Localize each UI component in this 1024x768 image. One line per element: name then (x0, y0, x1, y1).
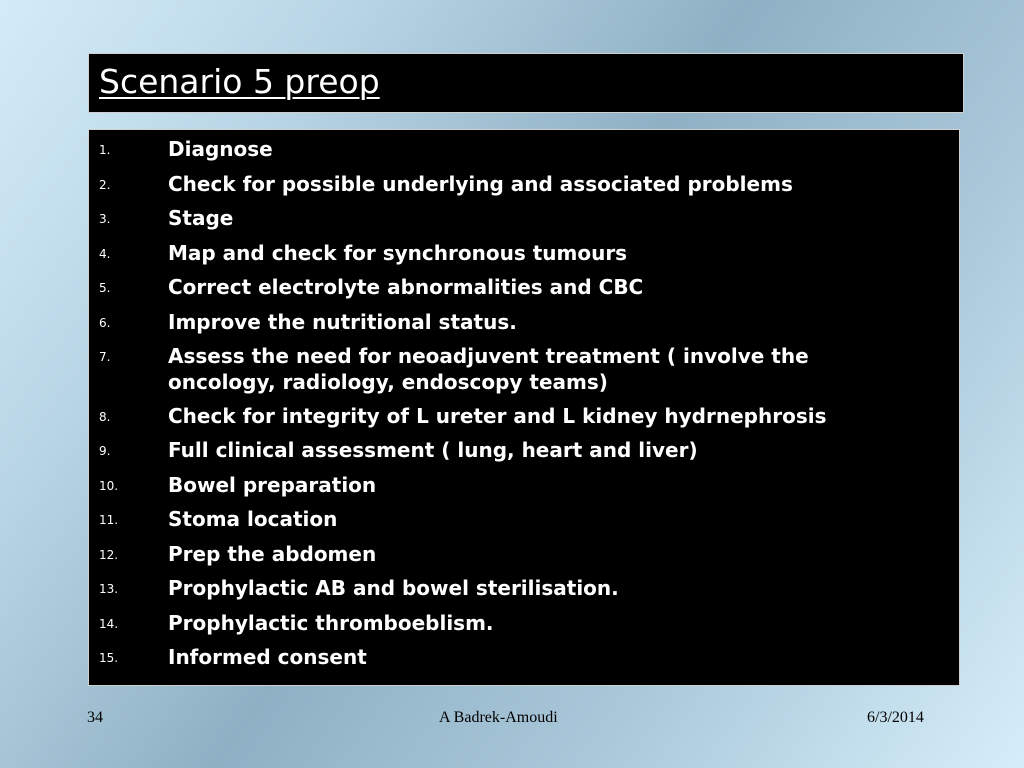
list-item (89, 611, 959, 637)
item-text: Prep the abdomen (168, 541, 377, 566)
item-text: Check for possible underlying and associated problems (168, 171, 793, 196)
item-number: 5. (99, 281, 111, 295)
item-number: 8. (99, 409, 111, 424)
item-text: Diagnose (168, 137, 273, 161)
list-item (89, 438, 959, 464)
item-text: Bowel preparation (168, 472, 377, 497)
list-item (89, 344, 959, 395)
item-number: 3. (99, 212, 111, 226)
item-number: 2. (99, 177, 111, 192)
item-number: 14. (99, 616, 119, 631)
footer-date: 6/3/2014 (867, 709, 924, 726)
item-number: 11. (99, 513, 119, 527)
item-number: 1. (99, 143, 111, 157)
title-box (88, 53, 964, 113)
list-item (89, 576, 959, 602)
item-text: Assess the need for neoadjuvent treatment ( involve the oncology, radiology, endoscopy teams) (168, 344, 809, 394)
list-item (89, 473, 959, 499)
item-number: 9. (99, 444, 111, 458)
item-number: 13. (99, 582, 119, 596)
item-text: Prophylactic thromboeblism. (168, 610, 494, 635)
list-item (89, 137, 959, 163)
item-number: 15. (99, 651, 119, 665)
item-number: 4. (99, 246, 111, 261)
item-number: 6. (99, 315, 111, 330)
list-item (89, 206, 959, 232)
item-number: 7. (99, 350, 111, 364)
item-text: Prophylactic AB and bowel sterilisation. (168, 576, 619, 600)
item-text: Informed consent (168, 645, 367, 669)
item-text: Stoma location (168, 507, 338, 531)
item-text: Improve the nutritional status. (168, 309, 517, 334)
slide-number: 34 (87, 709, 103, 726)
slide-title: Scenario 5 preop (99, 62, 380, 101)
numbered-list (89, 137, 959, 680)
list-item (89, 542, 959, 568)
item-number: 12. (99, 547, 119, 562)
list-item (89, 507, 959, 533)
item-text: Full clinical assessment ( lung, heart and liver) (168, 438, 698, 462)
list-item (89, 241, 959, 267)
list-item (89, 404, 959, 430)
item-text: Check for integrity of L ureter and L kidney hydrnephrosis (168, 403, 827, 428)
list-item (89, 645, 959, 671)
footer-author: A Badrek-Amoudi (439, 709, 558, 726)
list-item (89, 275, 959, 301)
item-text: Stage (168, 206, 234, 230)
item-number: 10. (99, 478, 119, 493)
list-item (89, 310, 959, 336)
list-item (89, 172, 959, 198)
item-text: Correct electrolyte abnormalities and CBC (168, 275, 644, 299)
content-box (88, 129, 960, 686)
item-text: Map and check for synchronous tumours (168, 240, 628, 265)
